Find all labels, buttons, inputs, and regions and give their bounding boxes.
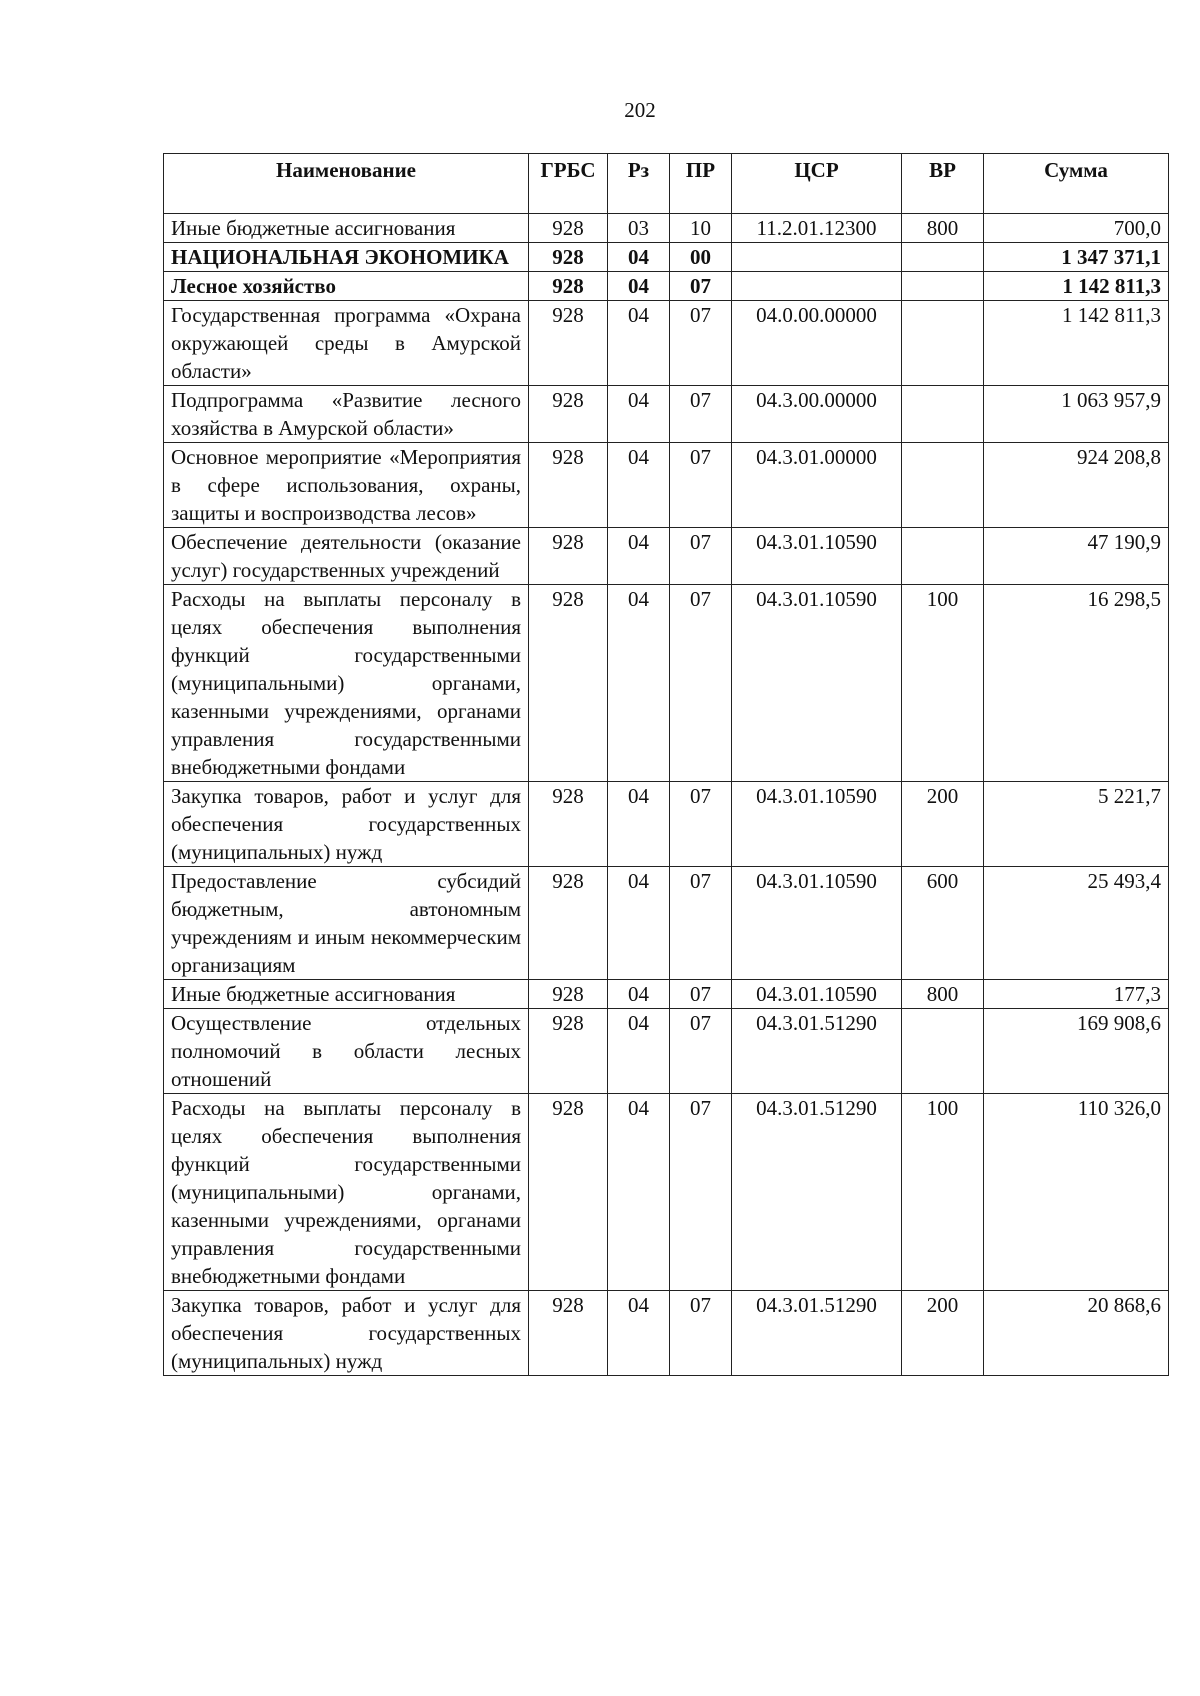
cell-grbs: 928 bbox=[529, 528, 608, 585]
table-row bbox=[164, 272, 1169, 301]
table-row bbox=[164, 528, 1169, 585]
cell-sum: 169 908,6 bbox=[984, 1009, 1169, 1094]
cell-grbs: 928 bbox=[529, 867, 608, 980]
cell-csr: 04.3.01.00000 bbox=[732, 443, 902, 528]
cell-sum: 47 190,9 bbox=[984, 528, 1169, 585]
cell-rz: 04 bbox=[608, 585, 670, 782]
table-row bbox=[164, 1291, 1169, 1376]
cell-sum: 1 142 811,3 bbox=[984, 272, 1169, 301]
cell-vr bbox=[902, 272, 984, 301]
cell-sum: 110 326,0 bbox=[984, 1094, 1169, 1291]
header-csr: ЦСР bbox=[732, 154, 902, 214]
cell-pr: 07 bbox=[670, 1291, 732, 1376]
table-row bbox=[164, 867, 1169, 980]
cell-vr: 200 bbox=[902, 782, 984, 867]
cell-name: Расходы на выплаты персоналу в целях обеспечения выполнения функций государственными (муниципальными) органами, казенными учреждениями, органами управления государственными внебюджетными фондами bbox=[164, 1094, 529, 1291]
cell-pr: 07 bbox=[670, 867, 732, 980]
cell-grbs: 928 bbox=[529, 272, 608, 301]
table-body bbox=[164, 214, 1169, 1376]
cell-name: Иные бюджетные ассигнования bbox=[164, 214, 529, 243]
table-row bbox=[164, 386, 1169, 443]
cell-csr: 04.3.01.51290 bbox=[732, 1009, 902, 1094]
cell-vr: 200 bbox=[902, 1291, 984, 1376]
header-grbs: ГРБС bbox=[529, 154, 608, 214]
cell-rz: 04 bbox=[608, 1009, 670, 1094]
cell-rz: 04 bbox=[608, 301, 670, 386]
cell-pr: 07 bbox=[670, 443, 732, 528]
header-name: Наименование bbox=[164, 154, 529, 214]
cell-sum: 5 221,7 bbox=[984, 782, 1169, 867]
cell-pr: 07 bbox=[670, 386, 732, 443]
cell-rz: 04 bbox=[608, 1291, 670, 1376]
cell-pr: 07 bbox=[670, 585, 732, 782]
cell-csr: 04.3.01.10590 bbox=[732, 782, 902, 867]
cell-vr: 100 bbox=[902, 585, 984, 782]
cell-rz: 04 bbox=[608, 1094, 670, 1291]
header-pr: ПР bbox=[670, 154, 732, 214]
cell-rz: 04 bbox=[608, 386, 670, 443]
cell-csr: 04.3.01.10590 bbox=[732, 867, 902, 980]
cell-sum: 1 063 957,9 bbox=[984, 386, 1169, 443]
cell-name: Подпрограмма «Развитие лесного хозяйства в Амурской области» bbox=[164, 386, 529, 443]
table-row bbox=[164, 1094, 1169, 1291]
cell-name: Иные бюджетные ассигнования bbox=[164, 980, 529, 1009]
cell-vr: 100 bbox=[902, 1094, 984, 1291]
cell-name: Лесное хозяйство bbox=[164, 272, 529, 301]
cell-vr: 800 bbox=[902, 980, 984, 1009]
cell-rz: 04 bbox=[608, 272, 670, 301]
table-row bbox=[164, 980, 1169, 1009]
cell-grbs: 928 bbox=[529, 443, 608, 528]
cell-pr: 07 bbox=[670, 782, 732, 867]
cell-grbs: 928 bbox=[529, 243, 608, 272]
cell-pr: 07 bbox=[670, 1009, 732, 1094]
header-vr: ВР bbox=[902, 154, 984, 214]
cell-pr: 10 bbox=[670, 214, 732, 243]
cell-grbs: 928 bbox=[529, 386, 608, 443]
cell-csr: 04.3.00.00000 bbox=[732, 386, 902, 443]
cell-sum: 700,0 bbox=[984, 214, 1169, 243]
table-header-row bbox=[164, 154, 1169, 214]
cell-pr: 00 bbox=[670, 243, 732, 272]
cell-grbs: 928 bbox=[529, 301, 608, 386]
header-rz: Рз bbox=[608, 154, 670, 214]
table-row bbox=[164, 214, 1169, 243]
table-row bbox=[164, 782, 1169, 867]
cell-grbs: 928 bbox=[529, 1094, 608, 1291]
cell-csr: 04.3.01.10590 bbox=[732, 585, 902, 782]
cell-vr bbox=[902, 243, 984, 272]
cell-csr: 04.3.01.51290 bbox=[732, 1094, 902, 1291]
cell-sum: 1 142 811,3 bbox=[984, 301, 1169, 386]
cell-csr: 04.3.01.51290 bbox=[732, 1291, 902, 1376]
cell-grbs: 928 bbox=[529, 585, 608, 782]
cell-pr: 07 bbox=[670, 980, 732, 1009]
cell-name: НАЦИОНАЛЬНАЯ ЭКОНОМИКА bbox=[164, 243, 529, 272]
cell-sum: 924 208,8 bbox=[984, 443, 1169, 528]
table-row bbox=[164, 585, 1169, 782]
cell-rz: 04 bbox=[608, 243, 670, 272]
cell-csr: 11.2.01.12300 bbox=[732, 214, 902, 243]
cell-sum: 177,3 bbox=[984, 980, 1169, 1009]
cell-vr: 800 bbox=[902, 214, 984, 243]
cell-name: Осуществление отдельных полномочий в области лесных отношений bbox=[164, 1009, 529, 1094]
cell-csr bbox=[732, 272, 902, 301]
header-sum: Сумма bbox=[984, 154, 1169, 214]
table-row bbox=[164, 243, 1169, 272]
cell-rz: 04 bbox=[608, 782, 670, 867]
cell-vr bbox=[902, 528, 984, 585]
cell-rz: 04 bbox=[608, 443, 670, 528]
cell-csr: 04.3.01.10590 bbox=[732, 980, 902, 1009]
cell-rz: 03 bbox=[608, 214, 670, 243]
cell-name: Обеспечение деятельности (оказание услуг) государственных учреждений bbox=[164, 528, 529, 585]
cell-csr: 04.3.01.10590 bbox=[732, 528, 902, 585]
cell-grbs: 928 bbox=[529, 214, 608, 243]
cell-name: Предоставление субсидий бюджетным, автономным учреждениям и иным некоммерческим организациям bbox=[164, 867, 529, 980]
cell-vr bbox=[902, 1009, 984, 1094]
cell-grbs: 928 bbox=[529, 980, 608, 1009]
cell-sum: 1 347 371,1 bbox=[984, 243, 1169, 272]
cell-name: Основное мероприятие «Мероприятия в сфере использования, охраны, защиты и воспроизводства лесов» bbox=[164, 443, 529, 528]
cell-pr: 07 bbox=[670, 528, 732, 585]
cell-rz: 04 bbox=[608, 980, 670, 1009]
table-row bbox=[164, 1009, 1169, 1094]
cell-pr: 07 bbox=[670, 272, 732, 301]
cell-name: Расходы на выплаты персоналу в целях обеспечения выполнения функций государственными (муниципальными) органами, казенными учреждениями, органами управления государственными внебюджетными фондами bbox=[164, 585, 529, 782]
cell-sum: 16 298,5 bbox=[984, 585, 1169, 782]
cell-csr: 04.0.00.00000 bbox=[732, 301, 902, 386]
cell-vr bbox=[902, 301, 984, 386]
cell-rz: 04 bbox=[608, 528, 670, 585]
cell-rz: 04 bbox=[608, 867, 670, 980]
cell-name: Закупка товаров, работ и услуг для обеспечения государственных (муниципальных) нужд bbox=[164, 1291, 529, 1376]
cell-grbs: 928 bbox=[529, 782, 608, 867]
table-row bbox=[164, 443, 1169, 528]
budget-table bbox=[163, 153, 1169, 1376]
cell-vr bbox=[902, 443, 984, 528]
page-number: 202 bbox=[624, 98, 656, 122]
cell-vr bbox=[902, 386, 984, 443]
cell-name: Государственная программа «Охрана окружающей среды в Амурской области» bbox=[164, 301, 529, 386]
cell-name: Закупка товаров, работ и услуг для обеспечения государственных (муниципальных) нужд bbox=[164, 782, 529, 867]
table-row bbox=[164, 301, 1169, 386]
cell-csr bbox=[732, 243, 902, 272]
cell-pr: 07 bbox=[670, 301, 732, 386]
cell-grbs: 928 bbox=[529, 1009, 608, 1094]
cell-vr: 600 bbox=[902, 867, 984, 980]
cell-sum: 20 868,6 bbox=[984, 1291, 1169, 1376]
cell-grbs: 928 bbox=[529, 1291, 608, 1376]
cell-sum: 25 493,4 bbox=[984, 867, 1169, 980]
cell-pr: 07 bbox=[670, 1094, 732, 1291]
